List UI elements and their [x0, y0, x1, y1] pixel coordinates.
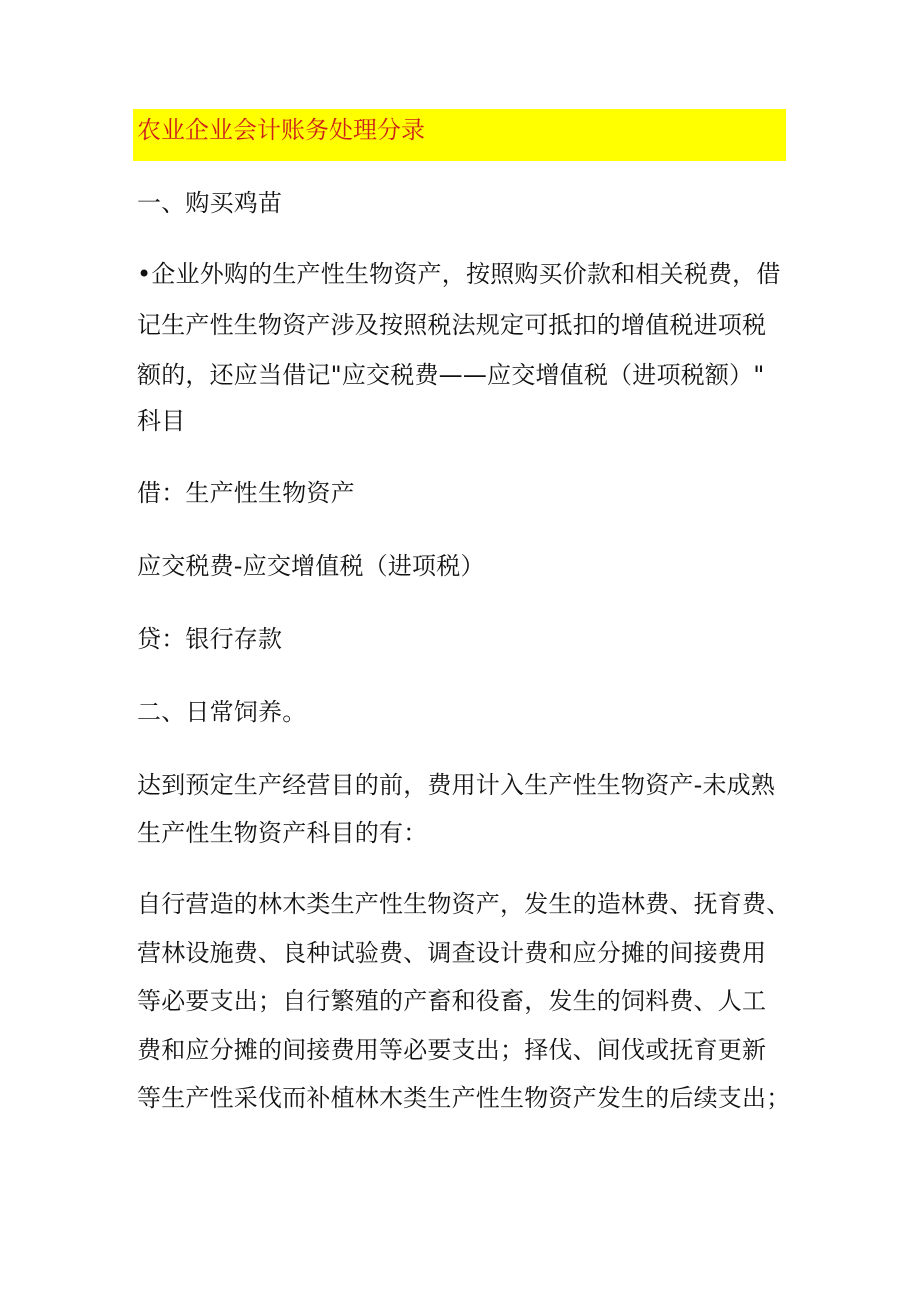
paragraph-line: 营林设施费、良种试验费、调查设计费和应分摊的间接费用 [137, 939, 767, 967]
paragraph-line: 自行营造的林木类生产性生物资产，发生的造林费、抚育费、 [137, 890, 791, 918]
paragraph-line: 科目 [137, 407, 186, 435]
section-heading-1: 一、购买鸡苗 [137, 189, 283, 217]
section-heading-2: 二、日常饲养。 [137, 698, 307, 726]
journal-entry-tax: 应交税费-应交增值税（进项税） [137, 552, 485, 580]
paragraph-line: 费和应分摊的间接费用等必要支出；择伐、间伐或抚育更新 [137, 1036, 767, 1064]
journal-entry-debit: 借：生产性生物资产 [137, 479, 355, 507]
document-title: 农业企业会计账务处理分录 [137, 116, 425, 144]
paragraph-line: 等生产性采伐而补植林木类生产性生物资产发生的后续支出； [137, 1084, 791, 1112]
paragraph-line: 达到预定生产经营目的前，费用计入生产性生物资产-未成熟 [137, 771, 776, 799]
paragraph-line: 记生产性生物资产涉及按照税法规定可抵扣的增值税进项税 [137, 311, 767, 339]
journal-entry-credit: 贷：银行存款 [137, 625, 283, 653]
paragraph-line: 额的，还应当借记"应交税费——应交增值税（进项税额）" [137, 361, 765, 389]
paragraph-line: 生产性生物资产科目的有： [137, 819, 428, 847]
paragraph-line: 等必要支出；自行繁殖的产畜和役畜，发生的饲料费、人工 [137, 987, 767, 1015]
paragraph-line: •企业外购的生产性生物资产，按照购买价款和相关税费，借 [137, 260, 781, 288]
